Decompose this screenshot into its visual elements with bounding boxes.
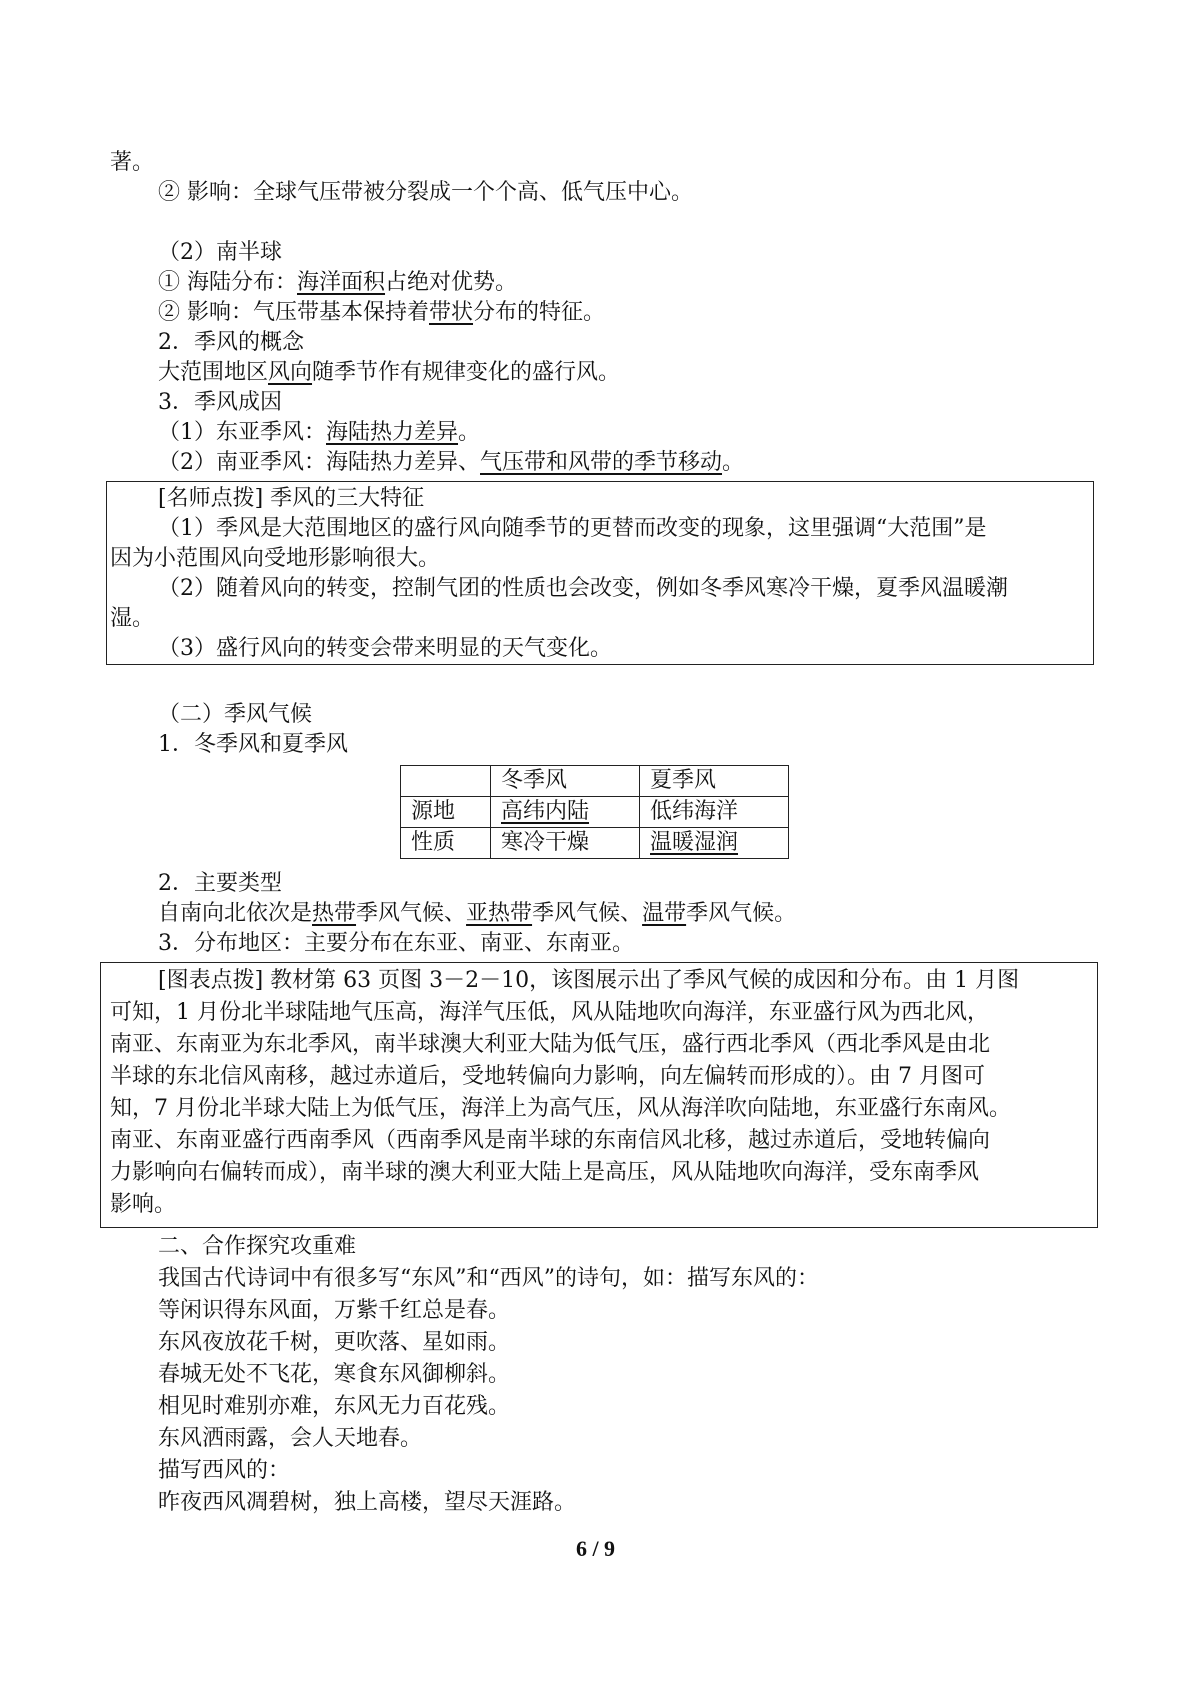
tip-text: 半球的东北信风南移，越过赤道后，受地转偏向力影响，向左偏转而形成的）。由 7 月图可 <box>110 1064 985 1089</box>
text-line: （1）东亚季风：海陆热力差异。 <box>158 420 481 445</box>
tip-text: 力影响向右偏转而成），南半球的澳大利亚大陆上是高压，风从陆地吹向海洋，受东南季风 <box>110 1160 980 1185</box>
text-line: ① 海陆分布：海洋面积占绝对优势。 <box>158 270 518 295</box>
answer-blank: 带状 <box>429 300 474 325</box>
poem-line: 等闲识得东风面，万紫千红总是春。 <box>158 1298 511 1323</box>
section-heading: （2）南半球 <box>158 240 282 265</box>
tip-text: （2）随着风向的转变，控制气团的性质也会改变，例如冬季风寒冷干燥，夏季风温暖潮 <box>158 576 1008 601</box>
table-cell <box>401 766 491 797</box>
tip-text: （1）季风是大范围地区的盛行风向随季节的更替而改变的现象，这里强调“大范围”是 <box>158 516 987 541</box>
section-heading: 2．主要类型 <box>158 871 282 896</box>
tip-text: 可知，1 月份北半球陆地气压高，海洋气压低，风从陆地吹向海洋，东亚盛行风为西北风， <box>110 1000 989 1025</box>
text-line: ② 影响：气压带基本保持着带状分布的特征。 <box>158 300 606 325</box>
answer-blank: 热带 <box>312 901 357 926</box>
table-cell: 冬季风 <box>491 766 640 797</box>
table-row <box>401 766 789 797</box>
poem-line: 春城无处不飞花，寒食东风御柳斜。 <box>158 1362 511 1387</box>
poem-line: 相见时难别亦难，东风无力百花残。 <box>158 1394 511 1419</box>
tip-text: 南亚、东南亚盛行西南季风（西南季风是南半球的东南信风北移，越过赤道后，受地转偏向 <box>110 1128 991 1153</box>
tip-text: 因为小范围风向受地形影响很大。 <box>110 546 441 571</box>
table-cell: 高纬内陆 <box>491 797 640 828</box>
section-heading: 3．季风成因 <box>158 390 282 415</box>
table-cell: 性质 <box>401 828 491 859</box>
tip-title: [名师点拨] 季风的三大特征 <box>158 486 425 511</box>
answer-blank: 海陆热力差异 <box>326 420 459 445</box>
text-line: ② 影响：全球气压带被分裂成一个个高、低气压中心。 <box>158 180 693 205</box>
text-line: 著。 <box>110 150 155 175</box>
table-row <box>401 828 789 859</box>
table-cell: 寒冷干燥 <box>491 828 640 859</box>
text-line: 描写西风的： <box>158 1458 291 1483</box>
poem-line: 东风夜放花千树，更吹落、星如雨。 <box>158 1330 511 1355</box>
section-heading: 二、合作探究攻重难 <box>158 1234 357 1259</box>
answer-blank: 温带 <box>642 901 687 926</box>
poem-line: 东风洒雨露，会人天地春。 <box>158 1426 423 1451</box>
answer-blank: 风向 <box>268 360 313 385</box>
text-line: 我国古代诗词中有很多写“东风”和“西风”的诗句，如：描写东风的： <box>158 1266 819 1291</box>
answer-blank: 海洋面积 <box>297 270 386 295</box>
table-cell: 源地 <box>401 797 491 828</box>
section-heading: 2．季风的概念 <box>158 330 304 355</box>
text-line: 自南向北依次是热带季风气候、亚热带季风气候、温带季风气候。 <box>158 901 797 926</box>
answer-blank: 气压带和风带的季节移动 <box>480 450 723 475</box>
text-line: （2）南亚季风：海陆热力差异、气压带和风带的季节移动。 <box>158 450 745 475</box>
tip-text: 知，7 月份北半球大陆上为低气压，海洋上为高气压，风从海洋吹向陆地，东亚盛行东南风。 <box>110 1096 1011 1121</box>
section-heading: 1．冬季风和夏季风 <box>158 732 348 757</box>
text-line: 3．分布地区：主要分布在东亚、南亚、东南亚。 <box>158 931 634 956</box>
text-line: 大范围地区风向随季节作有规律变化的盛行风。 <box>158 360 621 385</box>
tip-text: [图表点拨] 教材第 63 页图 3－2－10，该图展示出了季风气候的成因和分布。由 1 月图 <box>158 968 1020 993</box>
table-cell: 温暖湿润 <box>640 828 789 859</box>
poem-line: 昨夜西风凋碧树，独上高楼，望尽天涯路。 <box>158 1490 577 1515</box>
table-cell: 低纬海洋 <box>640 797 789 828</box>
answer-blank: 亚热带 <box>466 901 533 926</box>
tip-text: 湿。 <box>110 606 155 631</box>
tip-text: 影响。 <box>110 1192 177 1217</box>
section-heading: （二）季风气候 <box>158 702 313 727</box>
tip-text: （3）盛行风向的转变会带来明显的天气变化。 <box>158 636 612 661</box>
page-number: 6 / 9 <box>575 1536 616 1561</box>
table-row <box>401 797 789 828</box>
tip-text: 南亚、东南亚为东北季风，南半球澳大利亚大陆为低气压，盛行西北季风（西北季风是由北 <box>110 1032 991 1057</box>
table-cell: 夏季风 <box>640 766 789 797</box>
monsoon-table <box>400 765 789 859</box>
